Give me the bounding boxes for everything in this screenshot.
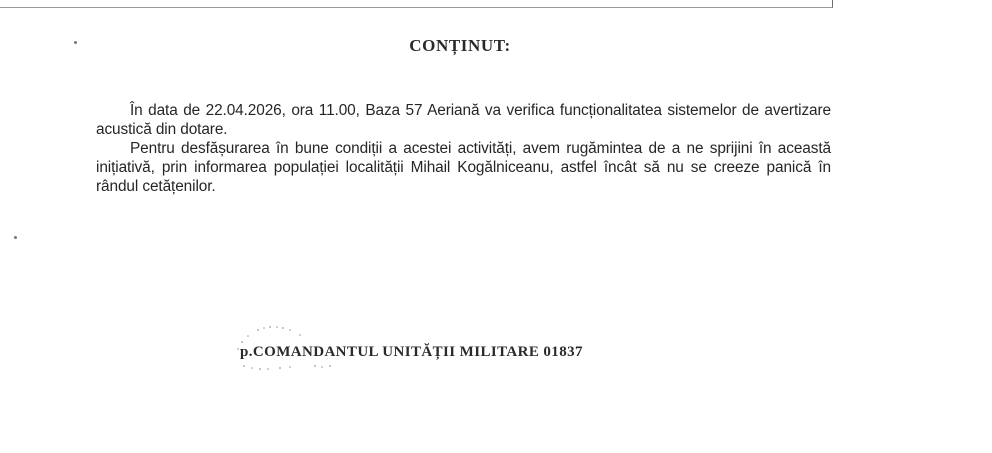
top-border-line — [0, 0, 833, 8]
document-heading: CONȚINUT: — [409, 36, 511, 55]
scan-speck — [14, 236, 17, 239]
body-paragraph-2: Pentru desfășurarea în bune condiții a acestei activități, avem rugămintea de a ne sprijini în această inițiativă, prin informarea populației localității Mihail Kogălniceanu, astfel încât să nu se creeze panică în rândul cetățenilor. — [96, 140, 831, 195]
signature-line: p.COMANDANTUL UNITĂȚII MILITARE 01837 — [240, 344, 583, 360]
body-paragraph-1: În data de 22.04.2026, ora 11.00, Baza 57 Aeriană va verifica funcționalitatea sistemelor de avertizare acustică din dotare. — [96, 102, 831, 138]
document-body — [96, 101, 831, 196]
